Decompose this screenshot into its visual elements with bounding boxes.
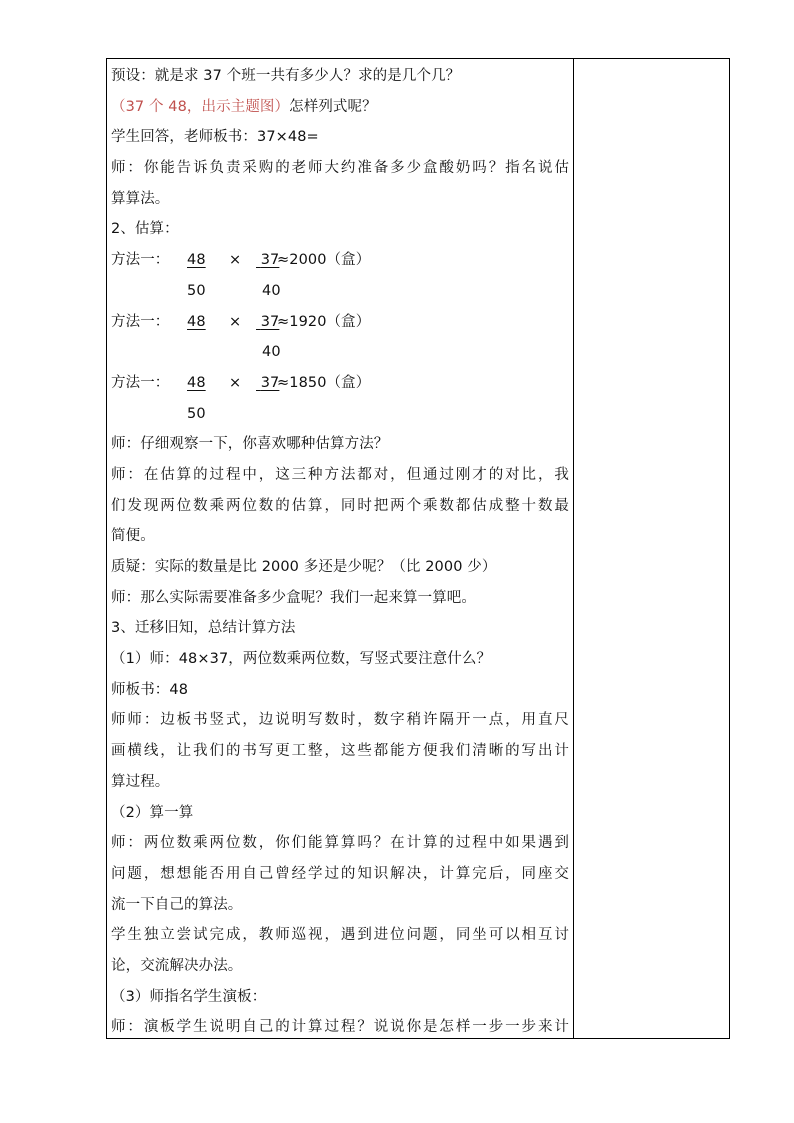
rounded-b: 40 <box>262 344 281 361</box>
factor-b: 37 <box>260 374 280 391</box>
estimate-result: ≈2000（盒） <box>277 252 371 269</box>
estimate-result: ≈1920（盒） <box>277 313 371 330</box>
lesson-content <box>111 61 569 1043</box>
text-span: 怎样列式呢？ <box>289 98 377 115</box>
text-line <box>111 460 569 491</box>
text-line <box>111 859 569 890</box>
text-line <box>111 736 569 767</box>
estimate-result: ≈1850（盒） <box>277 374 371 391</box>
estimation-rounded <box>111 337 569 368</box>
estimation-method-1 <box>111 245 569 276</box>
highlighted-note: （37 个 48，出示主题图） <box>111 98 290 115</box>
text-line: 师板书：48 <box>111 681 189 698</box>
text-span: 师师：边板书竖式，边说明写数时，数字稍许隔开一点，用直尺 <box>111 712 569 729</box>
text-line: 流一下自己的算法。 <box>111 896 243 913</box>
text-span: 学生独立尝试完成，教师巡视，遇到进位问题，同坐可以相互讨 <box>111 927 569 944</box>
text-line: 论，交流解决办法。 <box>111 957 243 974</box>
text-span: 师：演板学生说明自己的计算过程？说说你是怎样一步一步来计 <box>111 1019 569 1036</box>
text-line <box>111 153 569 184</box>
rounded-a: 50 <box>187 405 206 422</box>
estimation-rounded <box>111 399 569 430</box>
text-line <box>111 1012 569 1043</box>
text-span: 师：在估算的过程中，这三种方法都对，但通过刚才的对比，我 <box>111 466 569 483</box>
factor-b: 37 <box>260 313 280 330</box>
times-sign: × <box>229 313 242 330</box>
times-sign: × <box>229 374 242 391</box>
text-line <box>111 491 569 522</box>
text-line <box>111 705 569 736</box>
method-label: 方法一： <box>111 374 170 391</box>
text-line: 质疑：实际的数量是比 2000 多还是少呢？（比 2000 少） <box>111 559 497 575</box>
section-heading: 3、迁移旧知，总结计算方法 <box>111 620 296 637</box>
method-label: 方法一： <box>111 252 170 269</box>
text-line <box>111 828 569 859</box>
text-span: 师：你能告诉负责采购的老师大约准备多少盒酸奶吗？指名说估 <box>111 160 569 177</box>
estimation-rounded <box>111 276 569 307</box>
factor-a: 48 <box>187 374 206 391</box>
factor-b: 37 <box>260 252 280 269</box>
rounded-b: 40 <box>262 282 281 299</box>
text-line: 算过程。 <box>111 773 170 790</box>
rounded-a: 50 <box>187 282 206 299</box>
estimation-method-2 <box>111 307 569 338</box>
text-line <box>111 92 569 123</box>
text-span: 师：两位数乘两位数，你们能算算吗？在计算的过程中如果遇到 <box>111 835 569 852</box>
text-line: 算算法。 <box>111 190 170 207</box>
lesson-table <box>106 58 730 1039</box>
text-line: （1）师：48×37，两位数乘两位数，写竖式要注意什么？ <box>111 651 492 668</box>
text-line: 师：仔细观察一下，你喜欢哪种估算方法？ <box>111 436 389 453</box>
text-line: 预设：就是求 37 个班一共有多少人？求的是几个几？ <box>111 68 461 84</box>
text-line: 学生回答，老师板书：37×48= <box>111 129 319 146</box>
text-span: 们发现两位数乘两位数的估算，同时把两个乘数都估成整十数最 <box>111 497 569 514</box>
column-divider <box>573 59 574 1038</box>
text-span: 问题，想想能否用自己曾经学过的知识解决，计算完后，同座交 <box>111 865 569 882</box>
text-span: 画横线，让我们的书写更工整，这些都能方便我们清晰的写出计 <box>111 743 569 760</box>
method-label: 方法一： <box>111 313 170 330</box>
text-line: （3）师指名学生演板： <box>111 988 267 1005</box>
factor-a: 48 <box>187 252 206 269</box>
text-line: （2）算一算 <box>111 804 194 821</box>
factor-a: 48 <box>187 313 206 330</box>
text-line: 师：那么实际需要准备多少盒呢？我们一起来算一算吧。 <box>111 589 476 606</box>
text-line: 简便。 <box>111 528 155 545</box>
estimation-method-3 <box>111 368 569 399</box>
text-line <box>111 920 569 951</box>
times-sign: × <box>229 252 242 269</box>
text-line: 2、估算： <box>111 221 179 238</box>
